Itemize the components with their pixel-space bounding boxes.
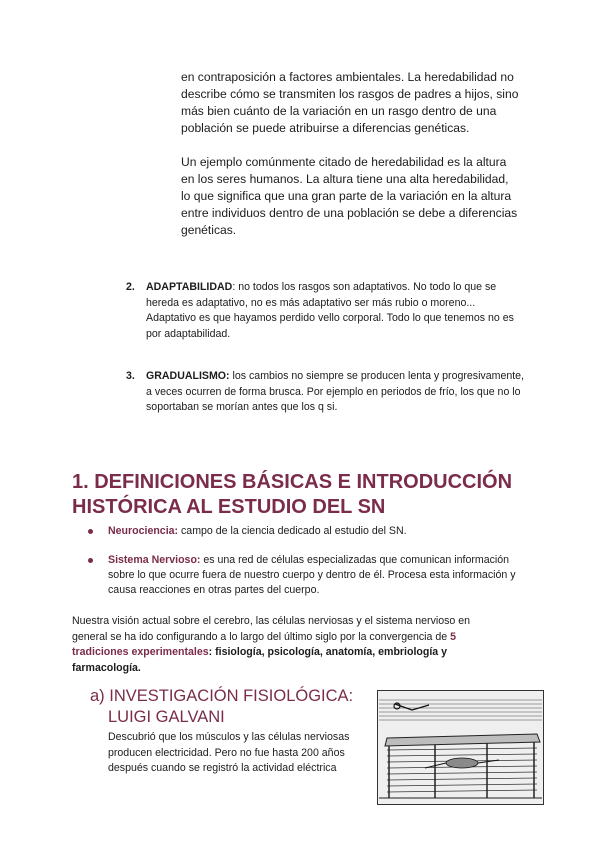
item-number: 3. (126, 370, 135, 382)
subsection-body: Descubrió que los músculos y las células nerviosas producen electricidad. Pero no fue hasta 200 años después cuando se registró la actividad eléctrica (108, 731, 350, 774)
galvani-engraving-image (377, 690, 544, 805)
item-term: GRADUALISMO: (146, 370, 230, 382)
numbered-item-adaptabilidad (126, 280, 526, 342)
item-term: ADAPTABILIDAD (146, 281, 233, 293)
item-description: los cambios no siempre se producen lenta y progresivamente, a veces ocurren de forma brusca. Por ejemplo en periodos de frío, los que no lo soportaban se morían antes que los q si. (146, 370, 524, 413)
bullet-term: Neurociencia: (108, 525, 179, 537)
section-heading: 1. DEFINICIONES BÁSICAS E INTRODUCCIÓN HISTÓRICA AL ESTUDIO DEL SN (72, 471, 513, 518)
intro-accent: 5 tradiciones experimentales (72, 630, 456, 658)
continuation-paragraph-2: Un ejemplo comúnmente citado de heredabilidad es la altura en los seres humanos. La altura tiene una alta heredabilidad, lo que significa que una gran parte de la variación en la altura entre individuos dentro de una población se debe a diferencias genéticas. (181, 155, 518, 237)
subsection-heading-line1: a) INVESTIGACIÓN FISIOLÓGICA: (90, 687, 354, 705)
item-description: : no todos los rasgos son adaptativos. No todo lo que se hereda es adaptativo, no es más adaptativo ser más rubio o moreno... Adaptativo es que hayamos perdido vello corporal. Todo lo que tenemos no es por adaptabilidad. (146, 281, 514, 340)
intro-colon: : (208, 646, 216, 658)
item-text (146, 280, 526, 342)
continuation-paragraph-1: en contraposición a factores ambientales. La heredabilidad no describe cómo se transmiten los rasgos de padres a hijos, sino más bien cuánto de la variación en un rasgo dentro de una población se puede atribuirse a diferencias genéticas. (181, 70, 519, 135)
bullet-item-neurociencia (88, 524, 518, 539)
definitions-list (88, 524, 518, 598)
numbered-item-gradualismo (126, 369, 526, 416)
bullet-item-sistema-nervioso (88, 553, 518, 598)
item-number: 2. (126, 281, 135, 293)
bullet-text: campo de la ciencia dedicado al estudio del SN. (178, 525, 407, 537)
bullet-text: es una red de células especializadas que comunican información sobre lo que ocurre fuera de nuestro cuerpo y dentro de él. Procesa esta información y causa reacciones en otras partes del cuerpo. (108, 554, 516, 596)
bullet-dot-icon (88, 529, 93, 534)
item-text (146, 369, 526, 416)
intro-list: fisiología, psicología, anatomía, embriología y farmacología. (72, 646, 448, 674)
bullet-term: Sistema Nervioso: (108, 554, 201, 566)
subsection-heading-line2: LUIGI GALVANI (108, 707, 225, 726)
subsection-heading (90, 686, 370, 727)
intro-paragraph (72, 614, 492, 676)
bullet-dot-icon (88, 558, 93, 563)
intro-text: Nuestra visión actual sobre el cerebro, las células nerviosas y el sistema nervioso en general se ha ido configurando a lo largo del último siglo por la convergencia de (72, 615, 471, 643)
